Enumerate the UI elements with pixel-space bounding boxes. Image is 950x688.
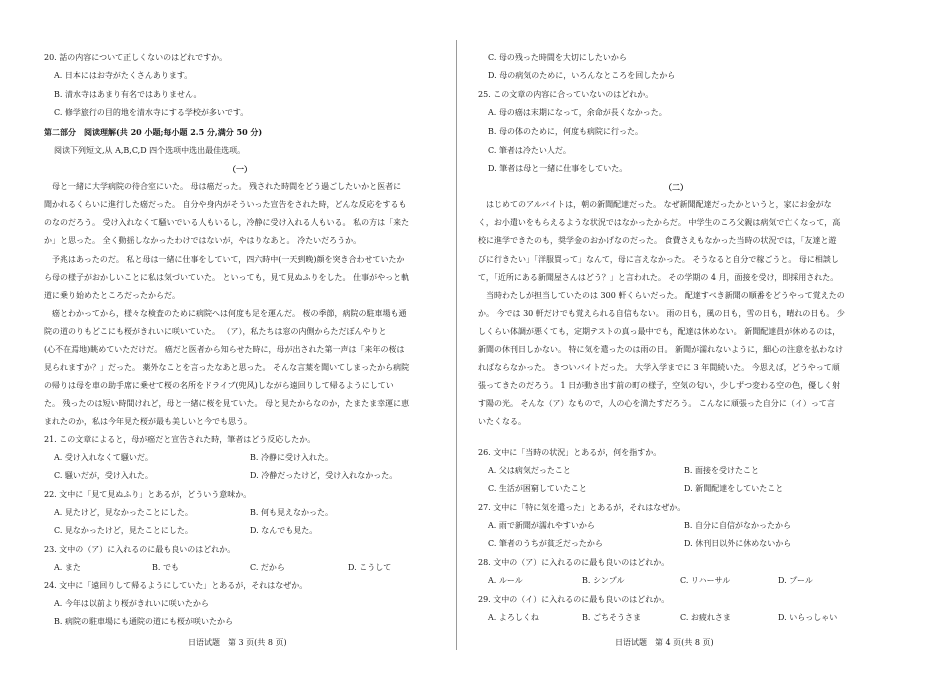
question-21-option-d: D. 冷静だったけど，受け入れなかった。 [250,471,398,480]
question-27-stem: 27. 文中に「特に気を遣った」とあるが，それはなぜか。 [478,503,686,512]
passage-2-line: て，「近所にある新聞屋さんはどう？」と言われた。 その学期の 4 月，面接を受け，即採用された。 [478,273,839,282]
passage-1-line: (心不在焉地)眺めていただけだ。 癌だと医者から知らせた時に，母が出された第一声は「来年の桜は [44,345,405,354]
passage-1-line: 母と一緒に大学病院の待合室にいた。 母は癌だった。 残された時間をどう過ごしたいかと医者に [44,182,402,191]
passage-2-line: く，お小遣いをもらえるような状況ではなかったからだ。 中学生のころ父親は病気で亡くなって，高 [478,218,841,227]
passage-1-line: 見られますか？」だった。 薬外なことを言ったなあと思った。 そんな言葉を聞いてしまったから病院 [44,363,410,372]
question-22-option-a: A. 見たけど，見なかったことにした。 [54,508,193,517]
question-26-option-a: A. 父は病気だったこと [488,466,571,475]
question-21-option-a: A. 受け入れなくて騒いだ。 [54,453,153,462]
left-page [36,0,444,688]
passage-2-line: びに行きたい」「洋服買って」なんて，母に言えなかった。 そうなると自分で稼ごうと。 母に相談し [478,255,839,264]
question-24-option-c: C. 母の残った時間を大切にしたいから [488,53,627,62]
question-28-option-a: A. ルール [488,576,523,585]
passage-1-line: 予兆はあったのだ。 私と母は一緒に仕事をしていて，四六時中(一天到晚)顔を突き合わせていたか [44,255,405,264]
passage-1-line: 癌とわかってから，様々な検査のために病院へは何度も足を運んだ。 桜の季節，病院の駐車場も通 [44,309,407,318]
passage-2-line: はじめてのアルバイトは，朝の新聞配達だった。 なぜ新聞配達だったかというと，家にお金がな [478,200,832,209]
section-title: 第二部分 阅读理解(共 20 小题;每小题 2.5 分,满分 50 分) [44,127,263,137]
passage-2-line: す陽の光。 そんな（ア）なもので，人の心を満たすだろう。 こんなに頑張った自分に（イ）って言 [478,399,835,408]
page-footer: 日语试题 第 3 页(共 8 页) [188,638,287,647]
passage-1-line: た。 残ったのは短い時間けれど，母と一緒に桜を見ていた。 母と見たからなのか，たまたま幸運に恵 [44,399,410,408]
question-27-option-c: C. 筆者のうちが貧乏だったから [488,539,603,548]
column-divider [456,40,457,650]
question-26-stem: 26. 文中に「当時の状況」とあるが，何を指すか。 [478,448,662,457]
question-22-stem: 22. 文中に「見て見ぬふり」とあるが，どういう意味か。 [44,490,252,499]
question-20-option-c: C. 修学旅行の目的地を清水寺にする学校が多いです。 [54,108,249,117]
question-23-option-a: A. また [54,563,81,572]
question-24-option-d: D. 母の病気のために，いろんなところを回したから [488,71,676,80]
question-27-option-d: D. 休刊日以外に休めないから [684,539,792,548]
passage-1-line: 院の道のりもどこにも桜がきれいに咲いていた。 （ア），私たちは窓の内側からただぼんやりと [44,327,387,336]
question-29-option-a: A. よろしくね [488,613,539,622]
question-20-stem: 20. 話の内容について正しくないのはどれですか。 [44,53,228,62]
passage-2-label: （二） [664,182,688,192]
question-27-option-b: B. 自分に自信がなかったから [684,521,791,530]
question-28-option-b: B. シンプル [582,576,625,585]
question-27-option-a: A. 雨で新聞が濡れやすいから [488,521,595,530]
passage-1-line: の帰りは母を車の助手席に乗せて桜の名所をドライブ(兜风)しながら遠回りして帰るようにしてい [44,381,394,390]
passage-1-label: （一） [228,164,252,174]
passage-2-line: 校に進学できたのも，奨学金のおかげなのだった。 食費さえもなかった当時の状況では，「友達と遊 [478,236,837,245]
question-21-option-c: C. 騒いだが，受け入れた。 [54,471,153,480]
question-29-stem: 29. 文中の（イ）に入れるのに最も良いのはどれか。 [478,595,670,604]
question-23-option-d: D. こうして [348,563,392,572]
passage-2-line: 新聞の休刊日しかない。 特に気を遣ったのは雨の日。 新聞が濡れないように，細心の注意を払わなけ [478,345,844,354]
question-20-option-a: A. 日本にはお寺がたくさんあります。 [54,71,193,80]
question-29-option-b: B. ごちそうさま [582,613,641,622]
question-23-option-b: B. でも [152,563,179,572]
passage-1-line: 道に乗り始めたところだったからだ。 [44,291,180,300]
question-26-option-b: B. 面接を受けたこと [684,466,759,475]
page-footer: 日语试题 第 4 页(共 8 页) [615,638,714,647]
question-25-option-c: C. 筆者は冷たい人だ。 [488,146,571,155]
passage-2-line: か。 今では 30 軒だけでも覚えられる自信もない。 雨の日も，風の日も，雪の日も，晴れの日も。 少 [478,309,845,318]
question-22-option-b: B. 何も見えなかった。 [250,508,333,517]
passage-1-line: 聞かれるくらいに進行した癌だった。 自分や身内がそういった宣告をされた時，どんな反応をするも [44,200,407,209]
passage-2-line: 張ってきたのだろう。 1 日が動き出す前の町の様子，空気の匂い，少しずつ変わる空の色，優しく射 [478,381,841,390]
question-25-stem: 25. この文章の内容に合っていないのはどれか。 [478,90,654,99]
question-21-option-b: B. 冷静に受け入れた。 [250,453,333,462]
question-28-stem: 28. 文中の（ア）に入れるのに最も良いのはどれか。 [478,558,670,567]
passage-2-line: ればならなかった。 きついバイトだった。 大学入学までに 3 年間続いた。 今思えば，どうやって頑 [478,363,840,372]
passage-1-line: ら母の様子がおかしいことに私は気づいていた。 といっても，見て見ぬふりをした。 仕事がやっと軌 [44,273,410,282]
passage-2-line: 当時わたしが担当していたのは 300 軒くらいだった。 配達すべき新聞の順番をどうやって覚えたの [478,291,845,300]
question-26-option-d: D. 新聞配達をしていたこと [684,484,784,493]
question-28-option-c: C. リハーサル [680,576,731,585]
question-20-option-b: B. 清水寺はあまり有名ではありません。 [54,90,202,99]
question-24-option-b: B. 病院の駐車場にも通院の道にも桜が咲いたから [54,617,233,626]
question-28-option-d: D. プール [778,576,813,585]
passage-2-line: しくらい体調が悪くても，定期テストの真っ最中でも，配達は休めない。 新聞配達員が休めるのは， [478,327,841,336]
question-24-stem: 24. 文中に「遠回りして帰るようにしていた」とあるが，それはなぜか。 [44,581,308,590]
question-29-option-c: C. お疲れさま [680,613,731,622]
section-instruction: 阅读下列短文,从 A,B,C,D 四个选项中选出最佳选项。 [54,146,246,155]
passage-1-line: のなのだろう。 受け入れなくて騒いでいる人もいるし，冷静に受け入れる人もいる。 私の方は「来た [44,218,410,227]
passage-2-line: いたくなる。 [478,417,526,426]
question-25-option-d: D. 筆者は母と一緒に仕事をしていた。 [488,164,628,173]
right-page [470,0,882,688]
question-23-option-c: C. だから [250,563,285,572]
question-24-option-a: A. 今年は以前より桜がきれいに咲いたから [54,599,209,608]
question-21-stem: 21. この文章によると，母が癌だと宣告された時，筆者はどう反応したか。 [44,435,316,444]
question-25-option-a: A. 母の癌は末期になって，余命が長くなかった。 [488,108,667,117]
question-26-option-c: C. 生活が困窮していたこと [488,484,587,493]
question-23-stem: 23. 文中の（ア）に入れるのに最も良いのはどれか。 [44,545,236,554]
passage-1-line: まれたのか，私は今年見た桜が最も美しいと今でも思う。 [44,417,252,426]
question-22-option-c: C. 見なかったけど，見たことにした。 [54,526,193,535]
question-29-option-d: D. いらっしゃい [778,613,838,622]
passage-1-line: か」と思った。 全く動揺しなかったわけではないが，やはりなあと。 冷たいだろうか。 [44,236,362,245]
question-25-option-b: B. 母の体のために，何度も病院に行った。 [488,127,643,136]
question-22-option-d: D. なんでも見た。 [250,526,318,535]
